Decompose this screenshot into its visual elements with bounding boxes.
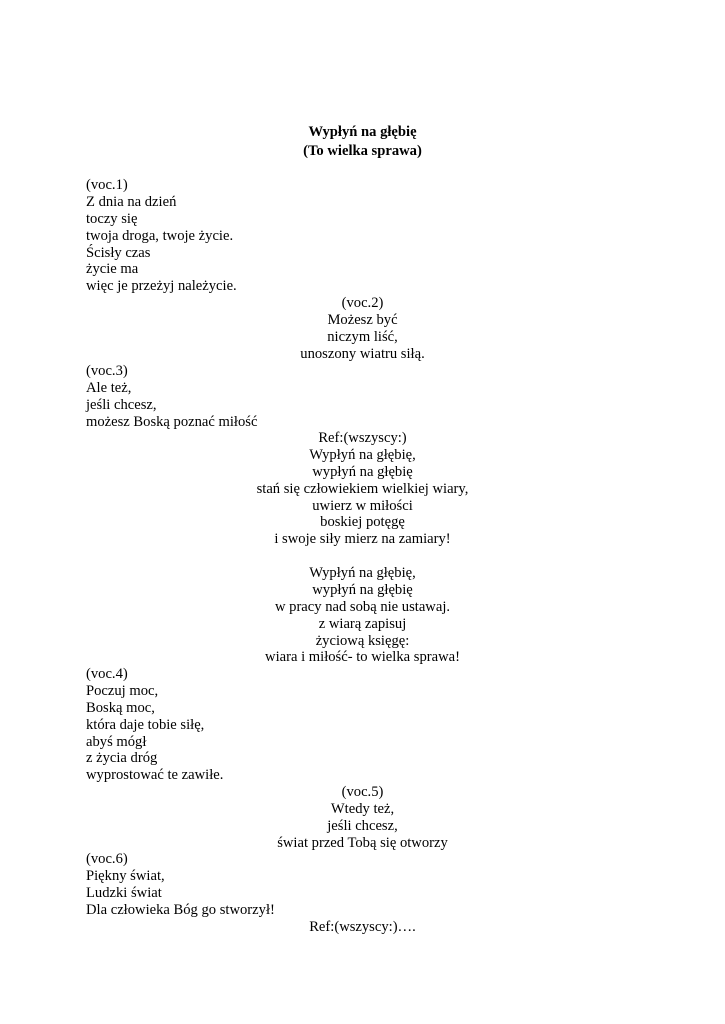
refrain	[0, 430, 725, 548]
verse-line: toczy się	[86, 210, 138, 227]
verse-line: świat przed Tobą się otworzy	[277, 834, 448, 851]
refrain-label: Ref:(wszyscy:)	[318, 430, 407, 446]
verse-label: (voc.2)	[341, 295, 384, 311]
verse-label: (voc.6)	[86, 851, 128, 867]
verse-line: Boską moc,	[86, 699, 155, 716]
verse-line: jeśli chcesz,	[86, 396, 157, 413]
verse-voc4	[86, 666, 223, 784]
verse-line: abyś mógł	[86, 733, 147, 750]
verse-line: jeśli chcesz,	[327, 817, 398, 834]
refrain-line: z wiarą zapisuj	[318, 615, 407, 632]
refrain-repeat-label: Ref:(wszyscy:)….	[309, 919, 416, 935]
verse-line: możesz Boską poznać miłość	[86, 413, 258, 430]
refrain-stanza-2	[0, 565, 725, 666]
verse-line: Ale też,	[86, 379, 132, 396]
verse-line: Piękny świat,	[86, 867, 165, 884]
refrain-line: stań się człowiekiem wielkiej wiary,	[256, 480, 469, 497]
verse-line: życie ma	[86, 261, 139, 278]
refrain-line: Wypłyń na głębię,	[309, 565, 416, 581]
song-subtitle: (To wielka sprawa)	[303, 143, 422, 159]
refrain-repeat	[0, 919, 725, 936]
refrain-line: i swoje siły mierz na zamiary!	[274, 531, 451, 548]
refrain-line: uwierz w miłości	[312, 497, 413, 514]
verse-line: wyprostować te zawiłe.	[86, 767, 224, 784]
verse-line: z życia dróg	[86, 750, 158, 767]
refrain-line: wypłyń na głębię	[312, 581, 413, 598]
song-title: Wypłyń na głębię	[308, 124, 417, 140]
verse-line: Poczuj moc,	[86, 682, 159, 699]
refrain-line: boskiej potęgę	[320, 514, 405, 531]
verse-label: (voc.3)	[86, 363, 128, 379]
verse-line: Dla człowieka Bóg go stworzył!	[86, 901, 275, 918]
verse-line: Ścisły czas	[86, 244, 151, 261]
verse-line: unoszony wiatru siłą.	[300, 345, 425, 362]
verse-voc2	[0, 295, 725, 363]
verse-voc1	[86, 177, 237, 295]
refrain-line: Wypłyń na głębię,	[309, 446, 416, 463]
verse-line: Możesz być	[327, 311, 398, 328]
verse-line: Wtedy też,	[330, 800, 395, 817]
verse-label: (voc.1)	[86, 177, 128, 193]
verse-line: więc je przeżyj należycie.	[86, 278, 237, 295]
refrain-line: życiową księgę:	[315, 632, 410, 649]
verse-line: twoja droga, twoje życie.	[86, 227, 234, 244]
verse-voc6	[86, 851, 275, 919]
verse-voc3	[86, 363, 257, 431]
verse-line: która daje tobie siłę,	[86, 716, 205, 733]
verse-line: Ludzki świat	[86, 884, 162, 901]
verse-label: (voc.4)	[86, 666, 128, 682]
verse-label: (voc.5)	[341, 784, 384, 800]
verse-line: niczym liść,	[327, 328, 398, 345]
verse-voc5	[0, 784, 725, 852]
refrain-line: wiara i miłość- to wielka sprawa!	[265, 649, 460, 666]
refrain-line: w pracy nad sobą nie ustawaj.	[274, 598, 451, 615]
verse-line: Z dnia na dzień	[86, 193, 177, 210]
refrain-line: wypłyń na głębię	[312, 463, 413, 480]
